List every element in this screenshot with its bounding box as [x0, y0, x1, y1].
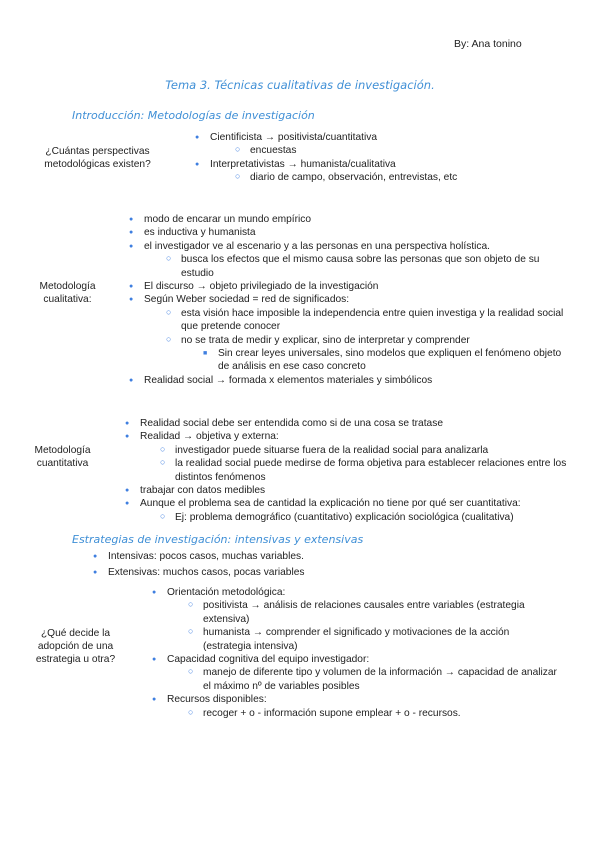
list-item: ■ Sin crear leyes universales, sino modelos que expliquen el fenómeno objeto de análisis en ese caso concreto — [218, 347, 574, 374]
intro-heading: Introducción: Metodologías de investigación — [72, 109, 315, 122]
list-item: ○ positivista → análisis de relaciones causales entre variables (estrategia extensiva) — [203, 599, 557, 626]
list-item: ● El discurso → objeto privilegiado de la investigación — [144, 280, 574, 293]
list-item: ● Orientación metodológica: — [167, 586, 557, 599]
author: By: Ana tonino — [454, 38, 522, 50]
list-item: ● es inductiva y humanista — [144, 226, 574, 239]
list-item: ● modo de encarar un mundo empírico — [144, 213, 574, 226]
list-item: ○ la realidad social puede medirse de forma objetiva para establecer relaciones entre los distintos fenómenos — [175, 457, 570, 484]
list-item: ○ no se trata de medir y explicar, sino de interpretar y comprender — [181, 334, 574, 347]
list-item: ○ investigador puede situarse fuera de la realidad social para analizarla — [175, 444, 570, 457]
list-item: ○ humanista → comprender el significado y motivaciones de la acción (estrategia intensiva) — [203, 626, 557, 653]
list-item: ● Intensivas: pocos casos, muchas variables. — [108, 550, 408, 563]
estrategias-factors-list — [167, 586, 557, 720]
list-item: ● Realidad social debe ser entendida como si de una cosa se tratase — [140, 417, 570, 430]
list-item: ● Recursos disponibles: — [167, 693, 557, 706]
list-item: ● Interpretativistas → humanista/cualitativa — [210, 158, 510, 171]
intro-list — [210, 131, 510, 185]
cualitativa-label: Metodología cualitativa: — [39, 281, 96, 305]
list-item: ○ diario de campo, observación, entrevistas, etc — [250, 171, 510, 184]
list-item: ● el investigador ve al escenario y a las personas en una perspectiva holística. — [144, 240, 574, 253]
list-item: ● Realidad → objetiva y externa: — [140, 430, 570, 443]
cuantitativa-list — [140, 417, 570, 524]
list-item: ○ encuestas — [250, 144, 510, 157]
list-item: ● Aunque el problema sea de cantidad la explicación no tiene por qué ser cuantitativa: — [140, 497, 570, 510]
cuantitativa-label: Metodología cuantitativa — [34, 445, 91, 469]
list-item: ● Capacidad cognitiva del equipo investigador: — [167, 653, 557, 666]
list-item: ○ manejo de diferente tipo y volumen de la información → capacidad de analizar el máximo nº de variables posibles — [203, 666, 557, 693]
intro-question: ¿Cuántas perspectivas metodológicas existen? — [44, 146, 151, 170]
list-item: ● trabajar con datos medibles — [140, 484, 570, 497]
page-title: Tema 3. Técnicas cualitativas de investigación. — [165, 78, 435, 92]
list-item: ○ esta visión hace imposible la independencia entre quien investiga y la realidad social que pretende conocer — [181, 307, 574, 334]
list-item: ● Extensivas: muchos casos, pocas variables — [108, 566, 408, 579]
list-item: ● Cientificista → positivista/cuantitativa — [210, 131, 510, 144]
list-item: ● Realidad social → formada x elementos materiales y simbólicos — [144, 374, 574, 387]
estrategias-heading: Estrategias de investigación: intensivas y extensivas — [72, 533, 364, 546]
cualitativa-list — [144, 213, 574, 387]
list-item: ○ recoger + o - información supone emplear + o - recursos. — [203, 707, 557, 720]
estrategias-question: ¿Qué decide la adopción de una estrategia u otra? — [35, 628, 116, 665]
list-item: ● Según Weber sociedad = red de significados: — [144, 293, 574, 306]
list-item: ○ Ej: problema demográfico (cuantitativo) explicación sociológica (cualitativa) — [175, 511, 570, 524]
estrategias-types-list — [108, 550, 408, 580]
list-item: ○ busca los efectos que el mismo causa sobre las personas que son objeto de su estudio — [181, 253, 574, 280]
